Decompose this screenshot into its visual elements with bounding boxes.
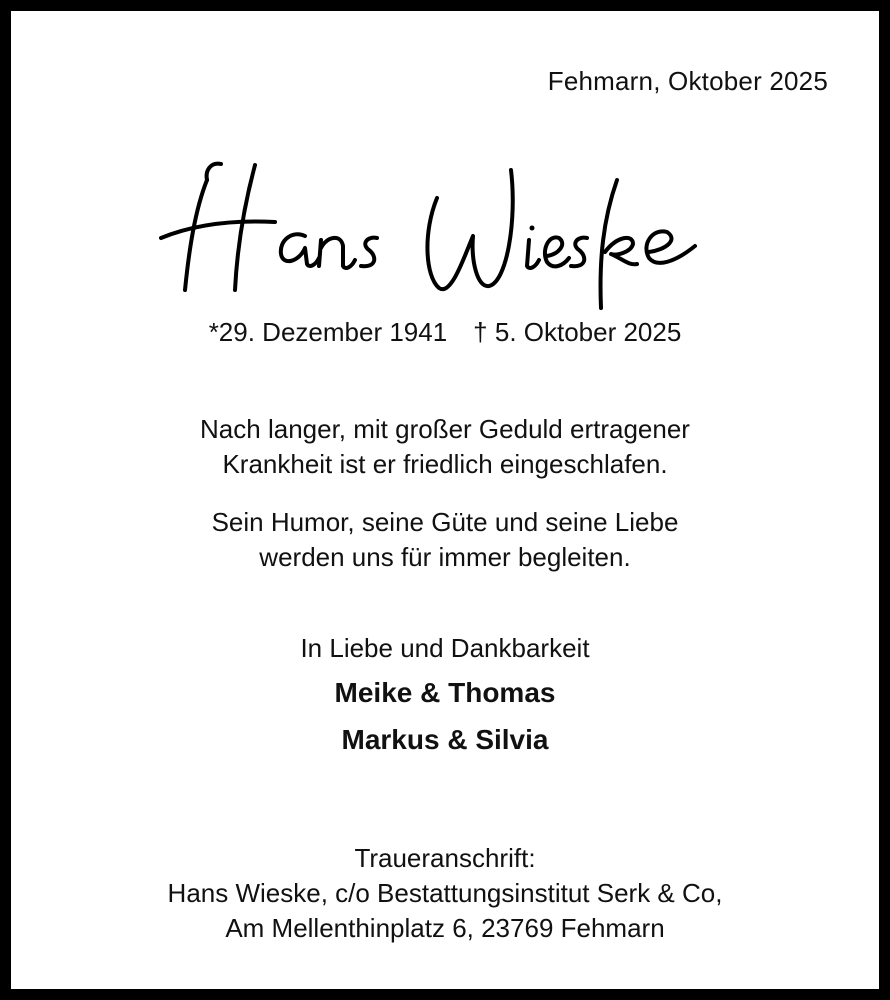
signature-name: Markus & Silvia [341,724,549,755]
life-dates [0,317,890,348]
birth-date: *29. Dezember 1941 [208,317,448,347]
signature-intro: In Liebe und Dankbarkeit [300,633,590,663]
paragraph-line: Krankheit ist er friedlich eingeschlafen. [222,449,668,479]
paragraph-line: Nach langer, mit großer Geduld ertragener [200,414,690,444]
address-line: Am Mellenthinplatz 6, 23769 Fehmarn [225,913,665,943]
signature-name: Meike & Thomas [334,677,556,708]
address-line: Hans Wieske, c/o Bestattungsinstitut Serk & Co, [167,878,723,908]
deceased-name [0,140,890,310]
paragraph-line: werden uns für immer begleiten. [259,542,631,572]
death-date: † 5. Oktober 2025 [473,317,682,347]
address-label: Traueranschrift: [354,843,536,873]
paragraph-memory [0,505,890,575]
paragraph-line: Sein Humor, seine Güte und seine Liebe [211,507,679,537]
mourning-address [0,841,890,946]
paragraph-illness [0,412,890,482]
script-name-artwork [155,140,735,310]
place-date: Fehmarn, Oktober 2025 [547,66,828,96]
